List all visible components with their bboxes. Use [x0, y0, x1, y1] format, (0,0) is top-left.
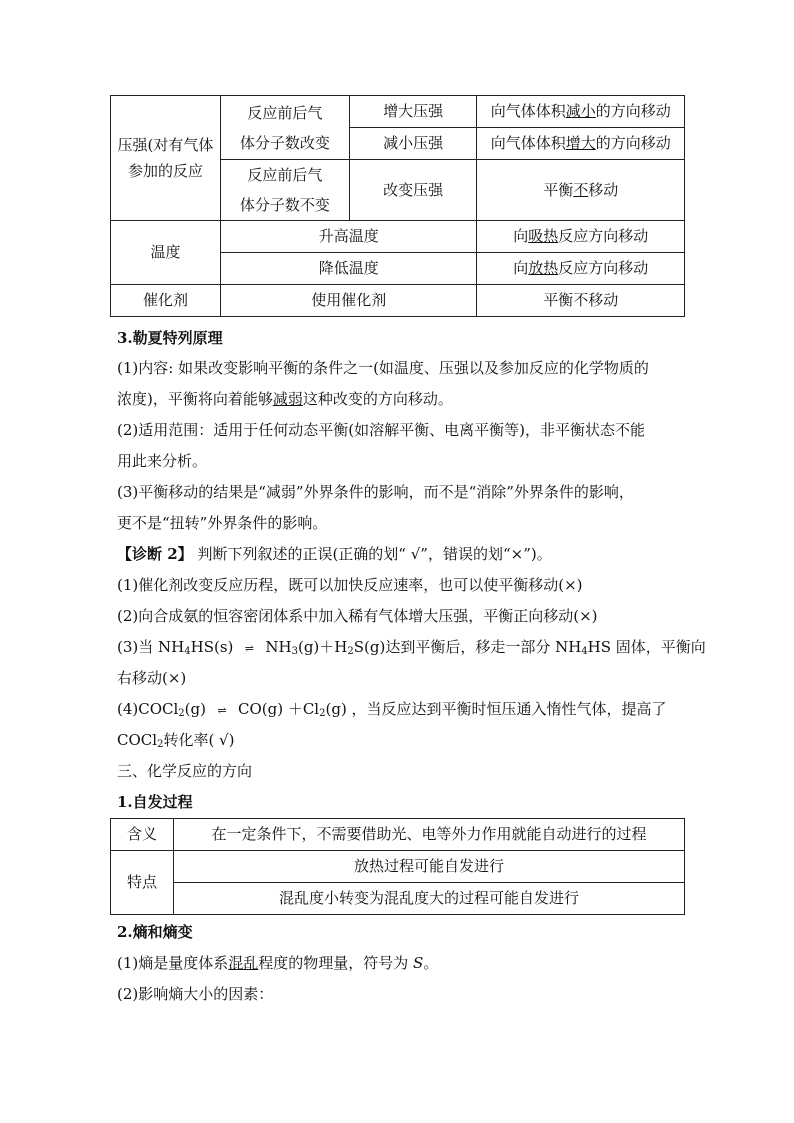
- diagnosis-heading: [117, 544, 552, 564]
- section-title: 三、化学反应的方向: [117, 762, 253, 780]
- text-seg: 浓度)，平衡将向着能够: [117, 390, 273, 408]
- pressure-label: 压强(对有气体参加的反应: [117, 136, 214, 180]
- subsection2-title: 2.熵和熵变: [117, 923, 193, 941]
- underlined-seg: 减弱: [272, 390, 303, 408]
- text-seg: (4)COCl: [117, 700, 179, 718]
- cell-change-a: [220, 96, 349, 160]
- change-b-line2: 体分子数不变: [239, 196, 330, 214]
- para3-line1: (3)平衡移动的结果是“减弱”外界条件的影响，而不是“消除”外界条件的影响，: [117, 483, 634, 501]
- change-a-line2: 体分子数改变: [239, 133, 330, 152]
- text-seg: 移动: [588, 180, 619, 199]
- diagnosis-item-2: (2)向合成氨的恒容密闭体系中加入稀有气体增大压强，平衡正向移动(×): [117, 607, 598, 625]
- section3-title: 3.勒夏特列原理: [117, 329, 223, 347]
- subscript: 3: [291, 646, 298, 657]
- spontaneous-process-table: [110, 818, 685, 915]
- entropy-line1: [117, 953, 438, 973]
- cell-raise-temperature: 升高温度: [220, 221, 476, 253]
- cell-decrease-pressure-result: [477, 128, 685, 160]
- text-seg: S(g)达到平衡后，移走一部分 NH: [353, 638, 582, 656]
- text-seg: 向: [513, 227, 529, 245]
- cell-change-pressure: 改变压强: [349, 160, 477, 221]
- subscript: 2: [319, 708, 326, 719]
- text-seg: CO(g) ＋Cl: [237, 700, 320, 718]
- text-seg: (3)当 NH: [117, 638, 185, 656]
- cell-pressure: [111, 96, 221, 221]
- equilibrium-arrow-icon: ⇌: [244, 642, 254, 655]
- change-a-line1: 反应前后气: [247, 103, 323, 122]
- subscript: 2: [178, 708, 185, 719]
- text-seg: COCl: [117, 731, 158, 749]
- para3-line2: 更不是“扭转”外界条件的影响。: [117, 514, 328, 532]
- cell-change-pressure-result: [477, 160, 685, 221]
- cell-lower-temperature-result: [477, 253, 685, 285]
- text-seg: 的方向移动: [595, 102, 671, 120]
- text-seg: 向气体体积: [490, 134, 566, 152]
- text-seg: 程度的物理量，符号为: [258, 954, 414, 972]
- diagnosis-item-4-cont: [117, 730, 234, 750]
- cell-increase-pressure-result: [477, 96, 685, 128]
- cell-feature-2: 混乱度小转变为混乱度大的过程可能自发进行: [173, 883, 684, 915]
- equilibrium-arrow-icon: ⇌: [217, 704, 227, 717]
- para1-line2: [117, 389, 453, 409]
- text-seg: 反应方向移动: [558, 259, 649, 277]
- text-seg: 向气体体积: [490, 102, 566, 120]
- text-seg: NH: [265, 638, 292, 656]
- cell-lower-temperature: 降低温度: [220, 253, 476, 285]
- para1-line1: (1)内容: 如果改变影响平衡的条件之一(如温度、压强以及参加反应的化学物质的: [117, 359, 649, 377]
- cell-increase-pressure: 增大压强: [349, 96, 477, 128]
- cell-raise-temperature-result: [477, 221, 685, 253]
- diagnosis-tag: 【诊断 2】: [117, 545, 193, 563]
- subscript: 4: [184, 646, 191, 657]
- para2-line2: 用此来分析。: [117, 452, 208, 470]
- text-seg: 反应方向移动: [558, 227, 649, 245]
- underlined-seg: 不: [573, 180, 589, 199]
- diagnosis-item-4: [117, 699, 667, 721]
- cell-feature-1: 放热过程可能自发进行: [173, 851, 684, 883]
- underlined-seg: 吸热: [528, 227, 559, 245]
- subscript: 4: [581, 646, 588, 657]
- cell-decrease-pressure: 减小压强: [349, 128, 477, 160]
- equilibrium-shift-table: [110, 95, 685, 317]
- cell-change-b: [220, 160, 349, 221]
- para2-line1: (2)适用范围：适用于任何动态平衡(如溶解平衡、电离平衡等)，非平衡状态不能: [117, 421, 645, 439]
- subsection1-title: 1.自发过程: [117, 793, 193, 811]
- text-seg: 转化率( √): [163, 731, 235, 749]
- text-seg: 的方向移动: [595, 134, 671, 152]
- cell-catalyst: 催化剂: [111, 285, 221, 317]
- cell-temperature: 温度: [111, 221, 221, 285]
- text-seg: 平衡: [543, 180, 574, 199]
- cell-feature: 特点: [111, 851, 174, 915]
- subscript: 2: [157, 739, 164, 750]
- cell-meaning: 含义: [111, 819, 174, 851]
- text-seg: 这种改变的方向移动。: [302, 390, 453, 408]
- text-seg: 向: [513, 259, 529, 277]
- subscript: 2: [347, 646, 354, 657]
- underlined-seg: 放热: [528, 259, 559, 277]
- text-seg: HS 固体，平衡向: [587, 638, 706, 656]
- diagnosis-item-3: [117, 637, 706, 659]
- cell-catalyst-result: 平衡不移动: [477, 285, 685, 317]
- change-b-line1: 反应前后气: [247, 166, 323, 184]
- text-seg: (g): [184, 700, 206, 718]
- diagnosis-text: 判断下列叙述的正误(正确的划“ √”，错误的划“×”)。: [192, 545, 552, 563]
- cell-use-catalyst: 使用催化剂: [220, 285, 476, 317]
- text-seg: (g)＋H: [297, 638, 348, 656]
- underlined-seg: 减小: [565, 102, 596, 120]
- diagnosis-item-3-cont: 右移动(×): [117, 669, 187, 687]
- underlined-seg: 混乱: [228, 954, 259, 972]
- cell-meaning-value: 在一定条件下，不需要借助光、电等外力作用就能自动进行的过程: [173, 819, 684, 851]
- text-seg: 。: [423, 954, 439, 972]
- text-seg: (g) ，当反应达到平衡时恒压通入惰性气体，提高了: [325, 700, 667, 718]
- underlined-seg: 增大: [565, 134, 596, 152]
- text-seg: (1)熵是量度体系: [117, 954, 229, 972]
- diagnosis-item-1: (1)催化剂改变反应历程，既可以加快反应速率，也可以使平衡移动(×): [117, 576, 583, 594]
- entropy-line2: (2)影响熵大小的因素：: [117, 985, 274, 1003]
- entropy-symbol: S: [413, 954, 424, 972]
- text-seg: HS(s): [190, 638, 234, 656]
